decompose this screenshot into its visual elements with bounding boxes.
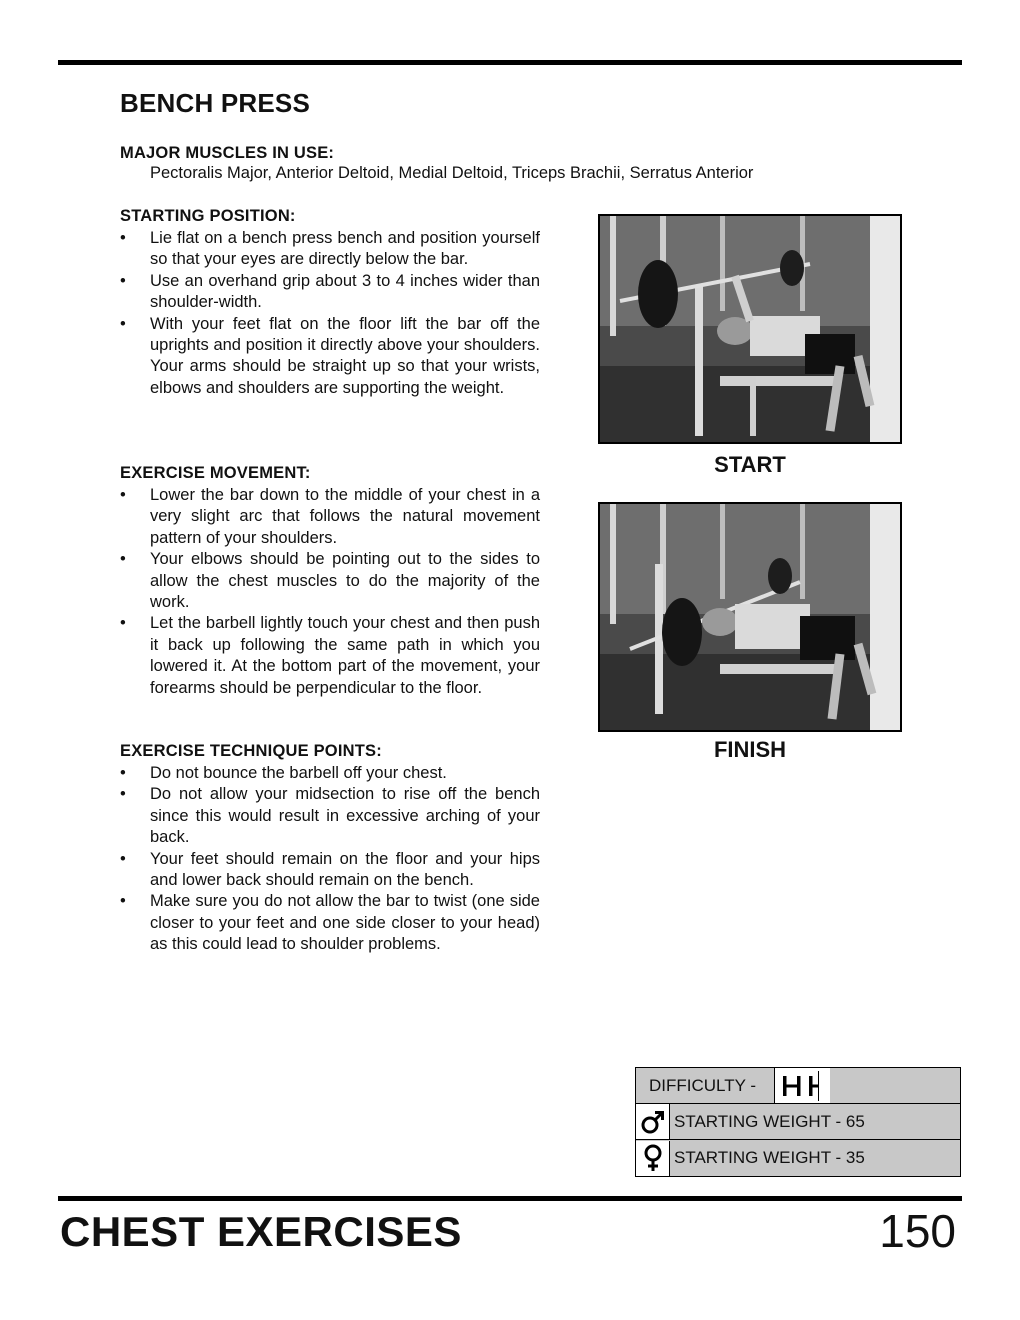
top-rule bbox=[58, 60, 962, 65]
technique-points-heading: EXERCISE TECHNIQUE POINTS: bbox=[120, 742, 382, 760]
female-symbol-box bbox=[636, 1141, 670, 1176]
male-weight-label: STARTING WEIGHT - 65 bbox=[674, 1111, 865, 1131]
page-number: 150 bbox=[879, 1205, 956, 1257]
female-symbol-icon bbox=[640, 1143, 666, 1173]
list-item: • Your elbows should be pointing out to the sides to allow the chest muscles to do the majority of the work. bbox=[120, 550, 540, 612]
list-item: • Do not bounce the barbell off your chest. bbox=[120, 764, 447, 782]
difficulty-label: DIFFICULTY - bbox=[649, 1075, 757, 1095]
dumbbell-icon bbox=[781, 1071, 827, 1101]
finish-photo bbox=[598, 502, 902, 732]
list-item: • Use an overhand grip about 3 to 4 inches wider than shoulder-width. bbox=[120, 271, 540, 312]
exercise-movement-list bbox=[120, 485, 540, 699]
starting-position-heading: STARTING POSITION: bbox=[120, 207, 296, 225]
start-photo-image bbox=[600, 216, 900, 442]
technique-points-list bbox=[120, 763, 540, 956]
list-item: • Do not allow your midsection to rise off the bench since this would result in excessive arching of your back. bbox=[120, 785, 540, 847]
difficulty-row bbox=[636, 1068, 960, 1104]
female-weight-row bbox=[636, 1140, 960, 1176]
list-item: • Lower the bar down to the middle of your chest in a very slight arc that follows the natural movement pattern of your shoulders. bbox=[120, 486, 540, 547]
start-caption: START bbox=[714, 452, 786, 477]
list-item: • Your feet should remain on the floor and your hips and lower back should remain on the bench. bbox=[120, 849, 540, 890]
list-item: • Lie flat on a bench press bench and position yourself so that your eyes are directly below the bar. bbox=[120, 229, 540, 269]
list-item: • With your feet flat on the floor lift the bar off the uprights and position it directly above your shoulders. Your arms should be straight up so that your wrists, elbows and shoulders are supporting the weight. bbox=[120, 314, 540, 397]
muscles-heading: MAJOR MUSCLES IN USE: bbox=[120, 144, 335, 162]
list-item: • Make sure you do not allow the bar to twist (one side closer to your feet and one side closer to your head) as this could lead to shoulder problems. bbox=[120, 892, 540, 954]
difficulty-rating bbox=[774, 1068, 830, 1103]
finish-caption: FINISH bbox=[713, 737, 787, 762]
male-weight-row bbox=[636, 1104, 960, 1140]
male-symbol-icon bbox=[640, 1109, 666, 1135]
finish-photo-image bbox=[600, 504, 900, 730]
exercise-movement-heading: EXERCISE MOVEMENT: bbox=[120, 464, 311, 482]
list-item: • Let the barbell lightly touch your chest and then push it back up following the same path in which you lowered it. At the bottom part of the movement, your forearms should be perpendicular to the floor. bbox=[120, 614, 540, 697]
muscles-text: Pectoralis Major, Anterior Deltoid, Medial Deltoid, Triceps Brachii, Serratus Anterior bbox=[150, 164, 754, 182]
starting-position-list bbox=[120, 228, 540, 399]
start-photo bbox=[598, 214, 902, 444]
page-title: BENCH PRESS bbox=[120, 88, 311, 118]
section-title: CHEST EXERCISES bbox=[60, 1208, 462, 1255]
female-weight-label: STARTING WEIGHT - 35 bbox=[674, 1148, 865, 1167]
male-symbol-box bbox=[636, 1104, 670, 1139]
bottom-rule bbox=[58, 1196, 962, 1201]
stats-box bbox=[635, 1067, 961, 1177]
